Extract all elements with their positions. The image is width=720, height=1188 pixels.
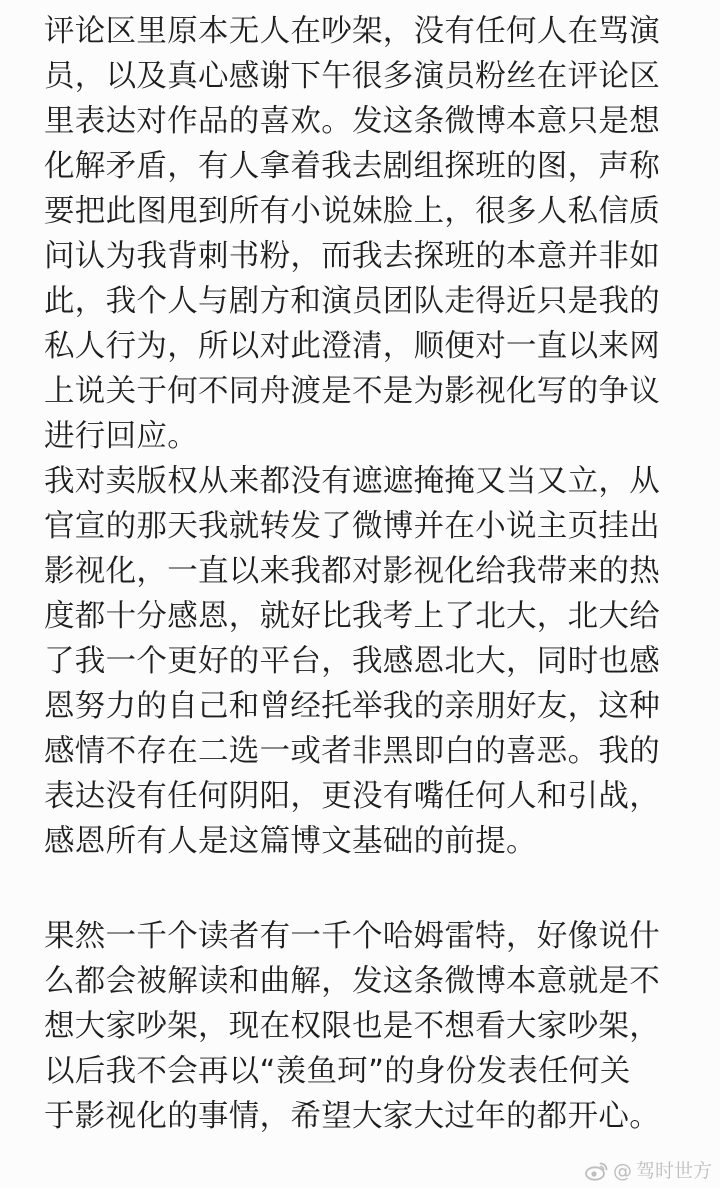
text-line: 化解矛盾，有人拿着我去剧组探班的图，声称 [44, 149, 660, 184]
text-line: 么都会被解读和曲解，发这条微博本意就是不 [44, 964, 660, 999]
text-line: 问认为我背刺书粉，而我去探班的本意并非如 [44, 239, 660, 274]
watermark-at: @ [612, 1160, 632, 1182]
text-line: 想大家吵架，现在权限也是不想看大家吵架， [44, 1009, 660, 1044]
text-line: 感恩所有人是这篇博文基础的前提。 [44, 824, 537, 859]
text-line: 上说关于何不同舟渡是不是为影视化写的争议 [44, 374, 660, 409]
text-line: 私人行为，所以对此澄清，顺便对一直以来网 [44, 329, 660, 364]
text-line: 感情不存在二选一或者非黑即白的喜恶。我的 [44, 734, 660, 769]
text-line: 进行回应。 [44, 419, 198, 454]
text-line: 表达没有任何阴阳，更没有嘴任何人和引战， [44, 779, 660, 814]
text-line: 以后我不会再以“羡鱼珂”的身份发表任何关 [44, 1054, 631, 1089]
text-line: 员，以及真心感谢下午很多演员粉丝在评论区 [44, 59, 660, 94]
text-line: 我对卖版权从来都没有遮遮掩掩又当又立，从 [44, 464, 660, 499]
text-line: 于影视化的事情，希望大家大过年的都开心。 [44, 1099, 660, 1134]
text-line: 度都十分感恩，就好比我考上了北大，北大给 [44, 599, 660, 634]
text-line: 要把此图甩到所有小说妹脸上，很多人私信质 [44, 194, 660, 229]
text-line: 影视化，一直以来我都对影视化给我带来的热 [44, 554, 660, 589]
text-line: 此，我个人与剧方和演员团队走得近只是我的 [44, 284, 660, 319]
weibo-watermark [585, 1160, 712, 1182]
text-line: 恩努力的自己和曾经托举我的亲朋好友，这种 [44, 689, 660, 724]
weibo-logo-icon [585, 1161, 609, 1181]
watermark-username: 驾时世方 [635, 1160, 712, 1182]
text-line: 果然一千个读者有一千个哈姆雷特，好像说什 [44, 919, 660, 954]
text-line: 了我一个更好的平台，我感恩北大，同时也感 [44, 644, 660, 679]
text-line: 评论区里原本无人在吵架，没有任何人在骂演 [44, 14, 660, 49]
text-line: 官宣的那天我就转发了微博并在小说主页挂出 [44, 509, 660, 544]
text-line: 里表达对作品的喜欢。发这条微博本意只是想 [44, 104, 660, 139]
